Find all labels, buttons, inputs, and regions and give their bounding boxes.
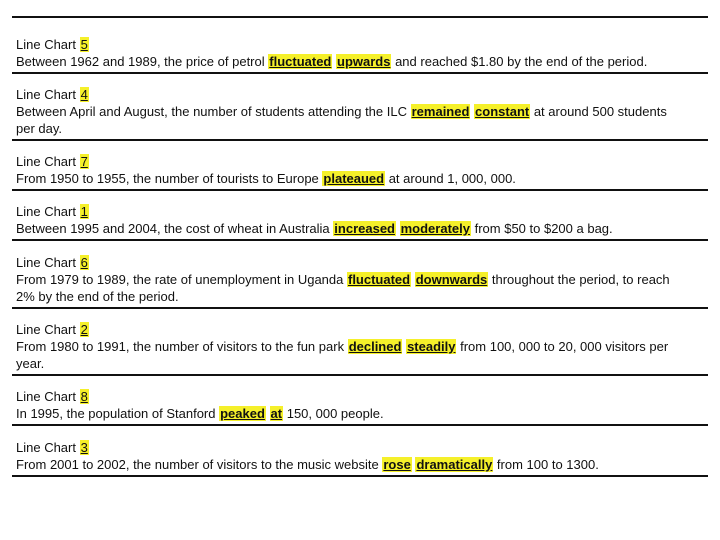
item-number: 2 xyxy=(80,322,88,337)
item-heading xyxy=(16,153,708,170)
list-item xyxy=(16,321,708,372)
item-label: Line Chart xyxy=(16,440,76,455)
item-label: Line Chart xyxy=(16,87,76,102)
sentence-post: from $50 to $200 a bag. xyxy=(470,221,613,236)
sentence-pre: Between April and August, the number of students attending the ILC xyxy=(16,104,411,119)
sentence-pre: Between 1995 and 2004, the cost of wheat in Australia xyxy=(16,221,334,236)
item-heading xyxy=(16,388,708,405)
sentence-pre: Between 1962 and 1989, the price of petrol xyxy=(16,54,269,69)
keyword-adverb: steadily xyxy=(407,339,456,354)
sentence-post: throughout the period, to reach 2% by the end of the period. xyxy=(16,272,670,304)
item-label: Line Chart xyxy=(16,204,76,219)
item-sentence xyxy=(16,456,708,473)
item-sentence xyxy=(16,220,708,237)
divider xyxy=(12,424,708,426)
item-heading xyxy=(16,321,708,338)
keyword-adverb: moderately xyxy=(400,221,470,236)
keyword-verb: remained xyxy=(411,104,470,119)
item-number: 8 xyxy=(80,389,88,404)
sentence-pre: From 1950 to 1955, the number of tourists to Europe xyxy=(16,171,323,186)
item-sentence xyxy=(16,170,708,187)
item-sentence xyxy=(16,53,708,70)
item-label: Line Chart xyxy=(16,154,76,169)
sentence-post: and reached $1.80 by the end of the period. xyxy=(391,54,648,69)
sentence-post: at around 1, 000, 000. xyxy=(385,171,516,186)
item-number: 4 xyxy=(80,87,88,102)
sentence-pre: From 1979 to 1989, the rate of unemployment in Uganda xyxy=(16,272,347,287)
keyword-adverb: constant xyxy=(475,104,530,119)
top-rule xyxy=(12,16,708,18)
item-heading xyxy=(16,36,708,53)
sentence-pre: In 1995, the population of Stanford xyxy=(16,406,220,421)
divider xyxy=(12,72,708,74)
list-item xyxy=(16,388,708,422)
keyword-verb: peaked xyxy=(220,406,265,421)
list-item xyxy=(16,254,708,305)
keyword-verb: declined xyxy=(348,339,402,354)
divider xyxy=(12,239,708,241)
item-heading xyxy=(16,439,708,456)
item-number: 1 xyxy=(80,204,88,219)
item-heading xyxy=(16,203,708,220)
item-sentence xyxy=(16,271,686,305)
list-item xyxy=(16,439,708,473)
list-item xyxy=(16,203,708,237)
sentence-pre: From 1980 to 1991, the number of visitors to the fun park xyxy=(16,339,348,354)
keyword-verb: plateaued xyxy=(323,171,385,186)
item-number: 3 xyxy=(80,440,88,455)
keyword-verb: fluctuated xyxy=(347,272,411,287)
list-item xyxy=(16,86,708,137)
keyword-verb: increased xyxy=(334,221,395,236)
divider xyxy=(12,139,708,141)
item-label: Line Chart xyxy=(16,389,76,404)
keyword-adverb: at xyxy=(270,406,283,421)
sentence-post: from 100, 000 to 20, 000 visitors per year. xyxy=(16,339,669,371)
keyword-adverb: dramatically xyxy=(416,457,493,472)
item-label: Line Chart xyxy=(16,322,76,337)
item-sentence xyxy=(16,103,686,137)
item-number: 5 xyxy=(80,37,88,52)
divider xyxy=(12,374,708,376)
sentence-post: from 100 to 1300. xyxy=(493,457,599,472)
item-sentence xyxy=(16,405,708,422)
sentence-post: 150, 000 people. xyxy=(283,406,384,421)
item-sentence xyxy=(16,338,686,372)
item-heading xyxy=(16,86,708,103)
keyword-verb: rose xyxy=(383,457,411,472)
list-item xyxy=(16,153,708,187)
item-number: 6 xyxy=(80,255,88,270)
keyword-adverb: downwards xyxy=(415,272,488,287)
sentence-pre: From 2001 to 2002, the number of visitors to the music website xyxy=(16,457,383,472)
sentence-post: at around 500 students per day. xyxy=(16,104,667,136)
divider xyxy=(12,189,708,191)
list-item xyxy=(16,36,708,70)
divider xyxy=(12,307,708,309)
item-number: 7 xyxy=(80,154,88,169)
keyword-verb: fluctuated xyxy=(269,54,332,69)
item-label: Line Chart xyxy=(16,255,76,270)
divider xyxy=(12,475,708,477)
item-heading xyxy=(16,254,708,271)
keyword-adverb: upwards xyxy=(337,54,391,69)
item-label: Line Chart xyxy=(16,37,76,52)
